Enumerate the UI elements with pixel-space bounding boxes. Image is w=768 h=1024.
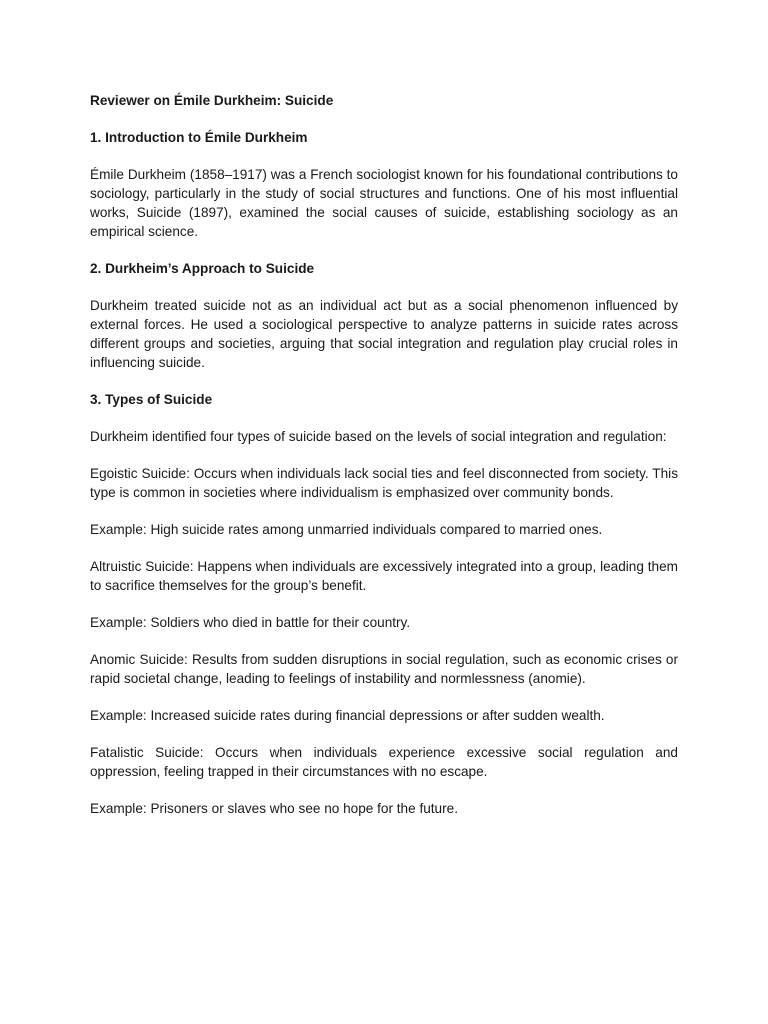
document-page: [90, 91, 678, 836]
section-heading-types: 3. Types of Suicide: [90, 392, 213, 407]
types-intro: Durkheim identified four types of suicide based on the levels of social integration and regulation:: [90, 429, 667, 444]
altruistic-description: Altruistic Suicide: Happens when individuals are excessively integrated into a group, leading them to sacrifice themselves for the group’s benefit.: [90, 559, 678, 593]
anomic-description: Anomic Suicide: Results from sudden disruptions in social regulation, such as economic crises or rapid societal change, leading to feelings of instability and normlessness (anomie).: [90, 652, 678, 686]
document-title: Reviewer on Émile Durkheim: Suicide: [90, 93, 334, 108]
egoistic-example: Example: High suicide rates among unmarried individuals compared to married ones.: [90, 522, 603, 537]
anomic-example: Example: Increased suicide rates during financial depressions or after sudden wealth.: [90, 708, 605, 723]
section-heading-introduction: 1. Introduction to Émile Durkheim: [90, 130, 308, 145]
altruistic-example: Example: Soldiers who died in battle for their country.: [90, 615, 411, 630]
fatalistic-example: Example: Prisoners or slaves who see no hope for the future.: [90, 801, 458, 816]
fatalistic-description: Fatalistic Suicide: Occurs when individuals experience excessive social regulation and oppression, feeling trapped in their circumstances with no escape.: [90, 745, 678, 779]
introduction-paragraph: Émile Durkheim (1858–1917) was a French sociologist known for his foundational contributions to sociology, particularly in the study of social structures and functions. One of his most influential works, Suicide (1897), examined the social causes of suicide, establishing sociology as an empirical science.: [90, 167, 678, 239]
approach-paragraph: Durkheim treated suicide not as an individual act but as a social phenomenon influenced by external forces. He used a sociological perspective to analyze patterns in suicide rates across different groups and societies, arguing that social integration and regulation play crucial roles in influencing suicide.: [90, 298, 678, 370]
egoistic-description: Egoistic Suicide: Occurs when individuals lack social ties and feel disconnected from society. This type is common in societies where individualism is emphasized over community bonds.: [90, 466, 678, 500]
section-heading-approach: 2. Durkheim’s Approach to Suicide: [90, 261, 315, 276]
